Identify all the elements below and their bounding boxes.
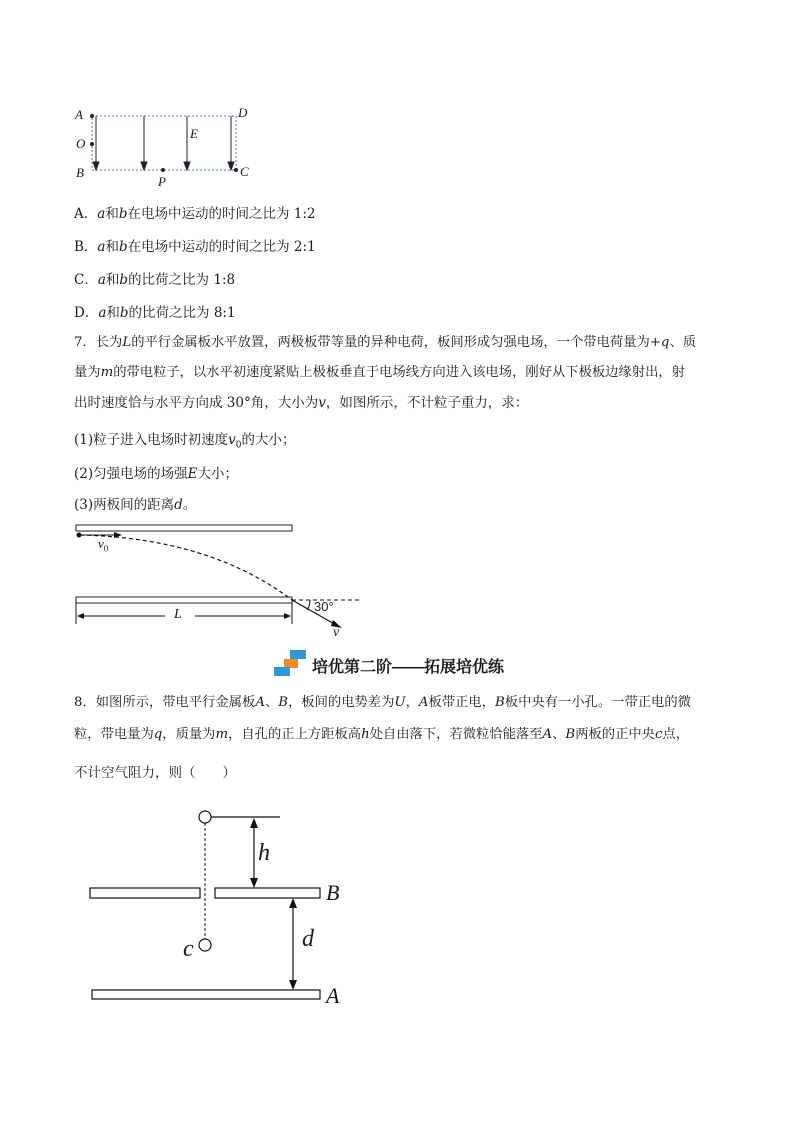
q8-line2: 粒，带电量为q，质量为m，自孔的正上方距板高h处自由落下，若微粒恰能落至A、B两板的正中央c点， [74, 727, 690, 742]
figure-deflection [70, 520, 370, 645]
label-plate-A: A [326, 983, 340, 1008]
stacked-squares-icon [272, 648, 310, 678]
label-L: L [174, 607, 182, 622]
section-heading [272, 648, 552, 678]
q8-line1: 8．如图所示，带电平行金属板A、B，板间的电势差为U，A板带正电，B板中央有一小孔。一带正电的微 [74, 695, 691, 710]
figure-electric-field [70, 100, 260, 190]
q7-sub1: (1)粒子进入电场时初速度$v_0$的大小； [74, 432, 296, 451]
label-d: d [302, 926, 314, 952]
section-title: 培优第二阶——拓展培优练 [312, 659, 505, 676]
label-C: C [240, 164, 249, 179]
q7-line2: 量为m的带电粒子，以水平初速度紧贴上极板垂直于电场线方向进入该电场，刚好从下极板边缘射出，射 [74, 365, 685, 380]
label-h: h [258, 840, 270, 866]
option-c[interactable]: C．a和b的比荷之比为 1:8 [74, 272, 236, 288]
label-v0: $v_0$ [98, 536, 109, 554]
q7-line1: 7．长为L的平行金属板水平放置，两极板带等量的异种电荷，板间形成匀强电场，一个带电荷量为+q、质 [74, 335, 697, 350]
label-A: A [75, 107, 83, 122]
label-v: v [333, 625, 340, 640]
deflection-diagram [70, 520, 370, 645]
option-d[interactable]: D．a和b的比荷之比为 8:1 [74, 305, 236, 321]
q7-sub2: (2)匀强电场的场强E大小； [74, 466, 238, 482]
q7-line3: 出时速度恰与水平方向成 30°角，大小为v，如图所示，不计粒子重力，求： [74, 395, 529, 411]
label-E: E [190, 126, 198, 141]
label-O: O [76, 136, 86, 151]
label-P: P [158, 174, 166, 189]
label-D: D [238, 105, 248, 120]
label-B: B [76, 165, 84, 180]
label-angle: 30° [314, 599, 334, 614]
label-plate-B: B [326, 880, 340, 905]
label-point-c: c [183, 936, 194, 962]
option-a[interactable]: A．a和b在电场中运动的时间之比为 1:2 [74, 206, 316, 222]
q8-line3: 不计空气阻力，则（ ） [74, 765, 236, 781]
option-b[interactable]: B．a和b在电场中运动的时间之比为 2:1 [74, 239, 316, 255]
q7-sub3: (3)两板间的距离d。 [74, 497, 197, 513]
figure-falling-particle [80, 800, 370, 1015]
